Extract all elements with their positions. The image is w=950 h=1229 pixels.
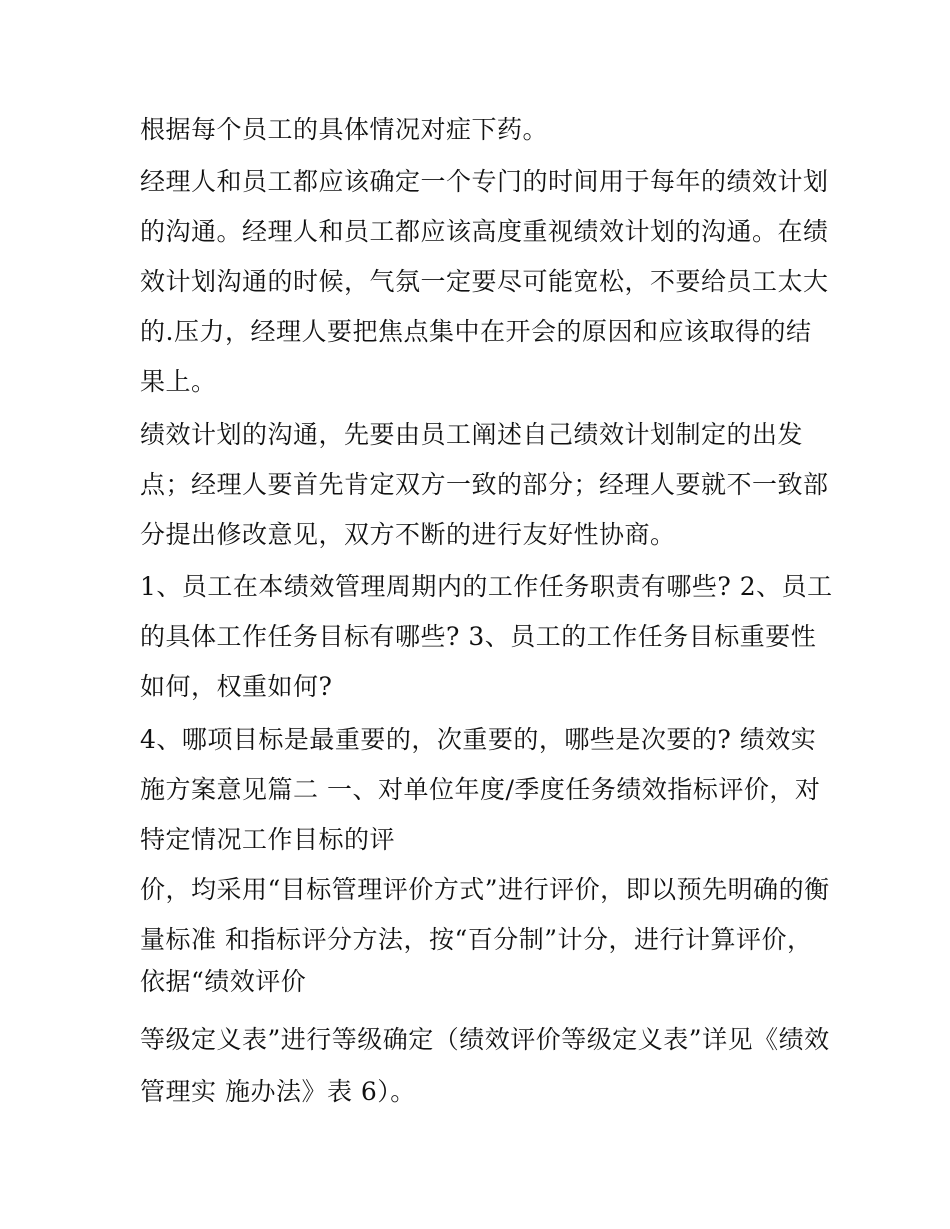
text-line: 1、员工在本绩效管理周期内的工作任务职责有哪些? 2、员工 [140, 572, 833, 601]
text-line: 的沟通。经理人和员工都应该高度重视绩效计划的沟通。在绩 [140, 217, 829, 246]
text-line: 管理实 施办法》表 6）。 [140, 1077, 416, 1106]
text-line: 施方案意见篇二 一、对单位年度/季度任务绩效指标评价，对 [140, 775, 821, 804]
text-line: 的.压力，经理人要把焦点集中在开会的原因和应该取得的结 [140, 317, 812, 346]
text-line: 根据每个员工的具体情况对症下药。 [140, 115, 549, 144]
text-line: 量标准 和指标评分方法，按“百分制”计分，进行计算评价， [140, 925, 813, 954]
text-line: 如何，权重如何? [140, 672, 333, 701]
text-line: 依据“绩效评价 [140, 967, 307, 996]
text-line: 果上。 [140, 367, 217, 396]
text-line: 4、哪项目标是最重要的，次重要的，哪些是次要的? 绩效实 [140, 725, 817, 754]
text-line: 绩效计划的沟通，先要由员工阐述自己绩效计划制定的出发 [140, 420, 804, 449]
text-line: 等级定义表”进行等级确定（绩效评价等级定义表”详见《绩效 [140, 1025, 830, 1054]
text-line: 经理人和员工都应该确定一个专门的时间用于每年的绩效计划 [140, 167, 829, 196]
text-line: 特定情况工作目标的评 [140, 825, 396, 854]
text-line: 价，均采用“目标管理评价方式”进行评价，即以预先明确的衡 [140, 875, 830, 904]
text-line: 的具体工作任务目标有哪些? 3、员工的工作任务目标重要性 [140, 622, 817, 651]
text-line: 分提出修改意见，双方不断的进行友好性协商。 [140, 520, 676, 549]
text-line: 效计划沟通的时候，气氛一定要尽可能宽松，不要给员工太大 [140, 267, 829, 296]
text-line: 点；经理人要首先肯定双方一致的部分；经理人要就不一致部 [140, 470, 829, 499]
